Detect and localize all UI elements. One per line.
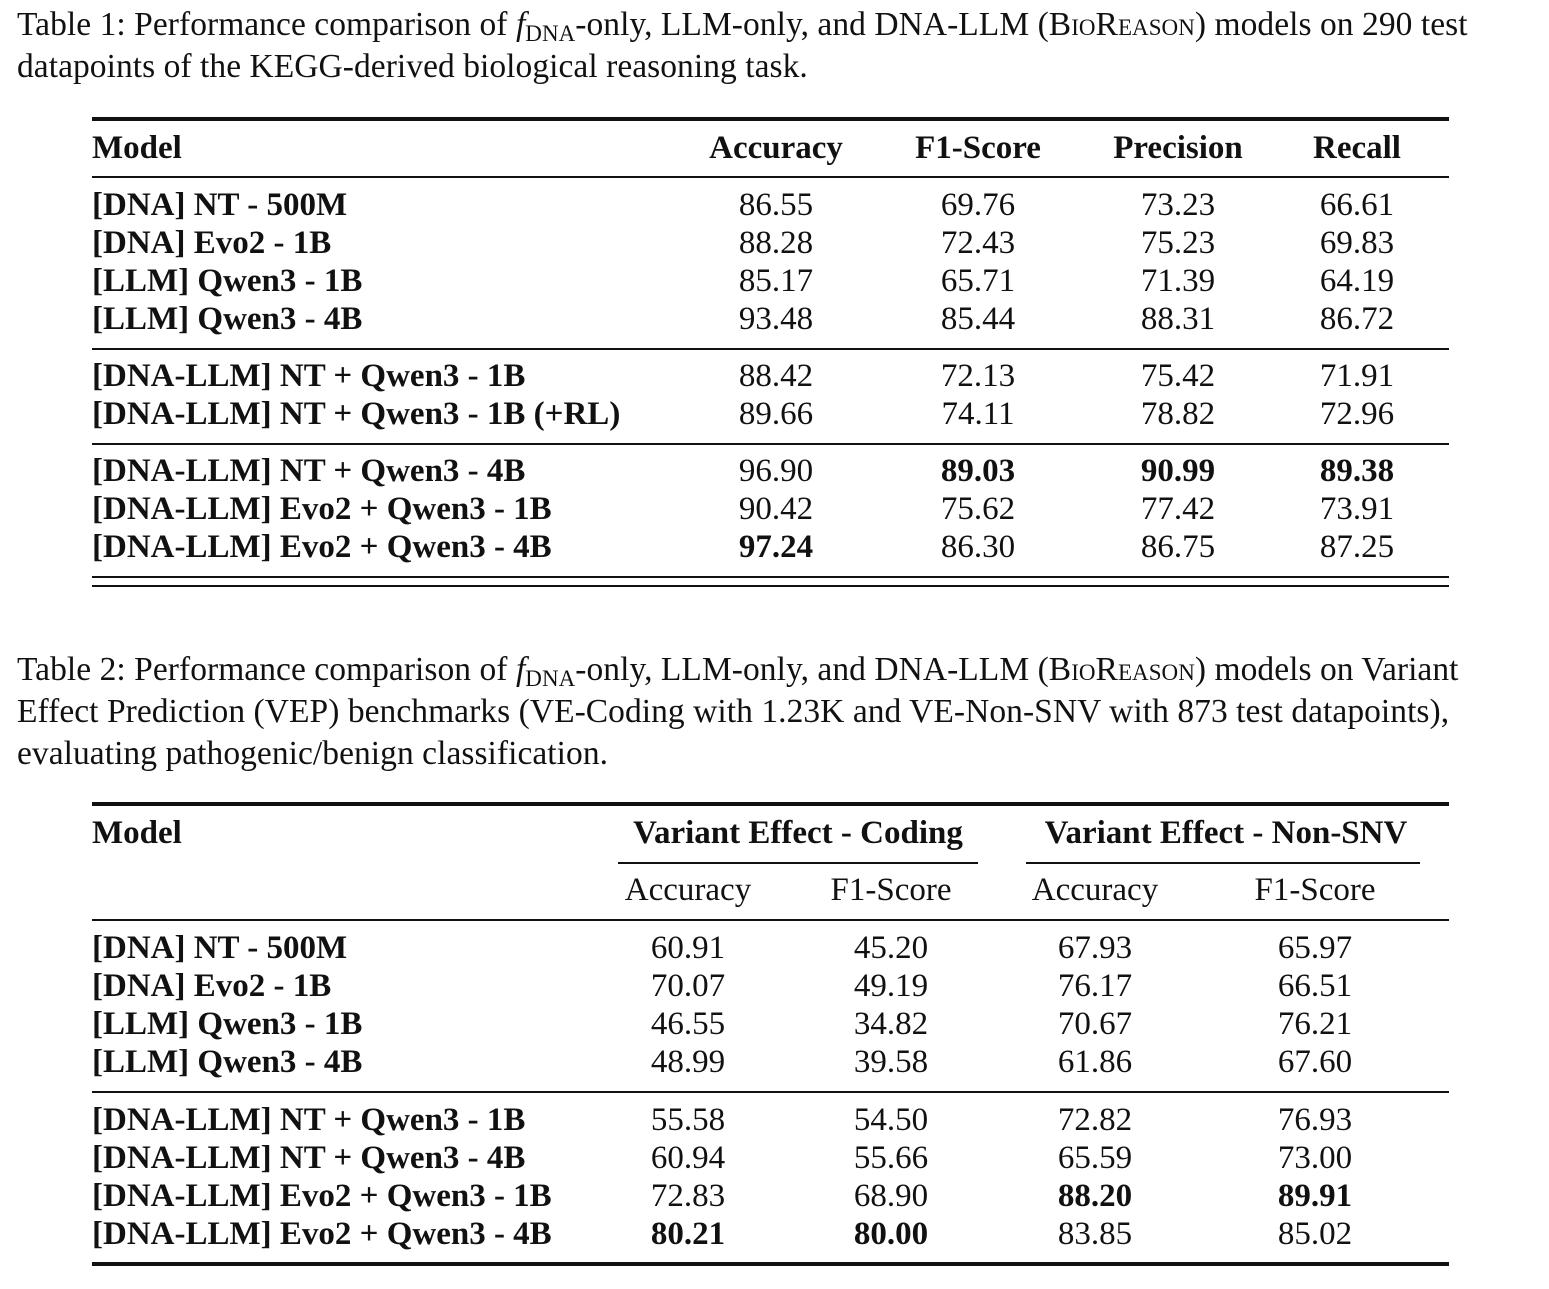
- table-cell-value: 72.43: [940, 225, 1016, 261]
- caption-text: -only, LLM-only, and DNA-LLM (: [575, 6, 1049, 43]
- table-cell-value: 85.17: [738, 263, 814, 299]
- f-dna-symbol: $f_{DNA}$: [515, 6, 576, 46]
- table-cell-value: 66.61: [1319, 187, 1395, 223]
- table-row-model: [DNA-LLM] Evo2 + Qwen3 - 4B: [92, 1216, 552, 1252]
- table-cell-value: 70.67: [1057, 1006, 1133, 1042]
- column-header: Precision: [1113, 130, 1243, 166]
- table-row-model: [LLM] Qwen3 - 4B: [92, 301, 363, 337]
- table-cell-value: 60.91: [650, 930, 726, 966]
- f-dna-symbol: $f_{DNA}$: [515, 651, 576, 691]
- table-cell-value: 34.82: [853, 1006, 929, 1042]
- table-cell-value: 67.93: [1057, 930, 1133, 966]
- table-cell-value: 76.93: [1277, 1102, 1353, 1138]
- table-cell-value: 76.17: [1057, 968, 1133, 1004]
- table-cell-value: 69.76: [940, 187, 1016, 223]
- caption-text: ) models on Variant Effect Prediction (VEP) benchmarks (VE-Coding with 1.23K and VE-Non-SNV with 873 test datapoints), evaluating pathogenic/benign classification.: [17, 651, 1459, 772]
- table-cell-value: 65.71: [940, 263, 1016, 299]
- table-cell-value: 80.00: [853, 1216, 929, 1252]
- table-cell-value: 88.42: [738, 358, 814, 394]
- table-cell-value: 55.58: [650, 1102, 726, 1138]
- group-header-rule: [618, 862, 978, 864]
- sub-header: Accuracy: [1031, 872, 1159, 908]
- table-cell-value: 64.19: [1319, 263, 1395, 299]
- top-rule: [92, 802, 1449, 806]
- table-cell-value: 60.94: [650, 1140, 726, 1176]
- table-cell-value: 68.90: [853, 1178, 929, 1214]
- column-header: F1-Score: [915, 130, 1041, 166]
- table-cell-value: 88.20: [1057, 1178, 1133, 1214]
- caption-text: Table 2: Performance comparison of: [17, 651, 516, 688]
- table-row-model: [LLM] Qwen3 - 1B: [92, 1006, 363, 1042]
- bottom-rule: [92, 585, 1449, 587]
- table-cell-value: 97.24: [738, 529, 814, 565]
- mid-rule: [92, 176, 1449, 178]
- table-row-model: [DNA-LLM] NT + Qwen3 - 1B: [92, 1102, 526, 1138]
- table-cell-value: 75.42: [1140, 358, 1216, 394]
- table-row-model: [DNA-LLM] NT + Qwen3 - 4B: [92, 1140, 526, 1176]
- table-row-model: [LLM] Qwen3 - 1B: [92, 263, 363, 299]
- table-cell-value: 67.60: [1277, 1044, 1353, 1080]
- table-cell-value: 90.42: [738, 491, 814, 527]
- table-row-model: [DNA-LLM] Evo2 + Qwen3 - 1B: [92, 1178, 552, 1214]
- table-cell-value: 87.25: [1319, 529, 1395, 565]
- table-cell-value: 90.99: [1140, 453, 1216, 489]
- table-cell-value: 85.02: [1277, 1216, 1353, 1252]
- table-row-model: [DNA] NT - 500M: [92, 187, 348, 223]
- caption-text: ) models on 290 test datapoints of the KEGG-derived biological reasoning task.: [17, 6, 1468, 85]
- group-rule: [92, 443, 1449, 445]
- table-cell-value: 83.85: [1057, 1216, 1133, 1252]
- table-cell-value: 75.23: [1140, 225, 1216, 261]
- column-header: Model: [92, 130, 182, 166]
- sub-header: Accuracy: [624, 872, 752, 908]
- table-cell-value: 80.21: [650, 1216, 726, 1252]
- group-rule: [92, 348, 1449, 350]
- table-cell-value: 86.30: [940, 529, 1016, 565]
- bioreason-name: BioReason: [1048, 651, 1195, 688]
- table-cell-value: 61.86: [1057, 1044, 1133, 1080]
- table-cell-value: 71.91: [1319, 358, 1395, 394]
- table-cell-value: 72.82: [1057, 1102, 1133, 1138]
- table-cell-value: 39.58: [853, 1044, 929, 1080]
- table-cell-value: 65.97: [1277, 930, 1353, 966]
- table-cell-value: 89.66: [738, 396, 814, 432]
- table-cell-value: 86.72: [1319, 301, 1395, 337]
- table-cell-value: 46.55: [650, 1006, 726, 1042]
- table-row-model: [DNA-LLM] NT + Qwen3 - 4B: [92, 453, 526, 489]
- bioreason-name: BioReason: [1048, 6, 1195, 43]
- table-cell-value: 85.44: [940, 301, 1016, 337]
- table-cell-value: 72.83: [650, 1178, 726, 1214]
- table-row-model: [DNA-LLM] NT + Qwen3 - 1B (+RL): [92, 396, 621, 432]
- bottom-rule: [92, 576, 1449, 578]
- table-cell-value: 72.96: [1319, 396, 1395, 432]
- table-cell-value: 88.31: [1140, 301, 1216, 337]
- table-cell-value: 86.55: [738, 187, 814, 223]
- table-cell-value: 73.91: [1319, 491, 1395, 527]
- table2-caption: [17, 649, 1532, 775]
- table-cell-value: 89.91: [1277, 1178, 1353, 1214]
- table-cell-value: 48.99: [650, 1044, 726, 1080]
- table-cell-value: 69.83: [1319, 225, 1395, 261]
- column-header: Model: [92, 815, 182, 851]
- table-cell-value: 75.62: [940, 491, 1016, 527]
- group-rule: [92, 1091, 1449, 1093]
- sub-header: F1-Score: [1254, 872, 1376, 908]
- top-rule: [92, 117, 1449, 121]
- sub-header: F1-Score: [830, 872, 952, 908]
- table-row-model: [DNA] Evo2 - 1B: [92, 225, 332, 261]
- column-header: Recall: [1313, 130, 1401, 166]
- table-cell-value: 54.50: [853, 1102, 929, 1138]
- table-cell-value: 55.66: [853, 1140, 929, 1176]
- table-cell-value: 78.82: [1140, 396, 1216, 432]
- table-cell-value: 73.00: [1277, 1140, 1353, 1176]
- table-cell-value: 76.21: [1277, 1006, 1353, 1042]
- table-cell-value: 73.23: [1140, 187, 1216, 223]
- table-cell-value: 89.03: [940, 453, 1016, 489]
- bottom-rule: [92, 1262, 1449, 1266]
- table-row-model: [DNA-LLM] Evo2 + Qwen3 - 1B: [92, 491, 552, 527]
- table-cell-value: 71.39: [1140, 263, 1216, 299]
- group-header: Variant Effect - Coding: [633, 815, 963, 851]
- table-cell-value: 49.19: [853, 968, 929, 1004]
- table-cell-value: 65.59: [1057, 1140, 1133, 1176]
- table-cell-value: 88.28: [738, 225, 814, 261]
- caption-text: Table 1: Performance comparison of: [17, 6, 516, 43]
- table-cell-value: 74.11: [941, 396, 1015, 432]
- group-header-rule: [1026, 862, 1420, 864]
- table-cell-value: 86.75: [1140, 529, 1216, 565]
- table-cell-value: 89.38: [1319, 453, 1395, 489]
- mid-rule: [92, 919, 1449, 921]
- table-row-model: [DNA-LLM] NT + Qwen3 - 1B: [92, 358, 526, 394]
- table-cell-value: 70.07: [650, 968, 726, 1004]
- table-cell-value: 45.20: [853, 930, 929, 966]
- table-cell-value: 66.51: [1277, 968, 1353, 1004]
- table-row-model: [LLM] Qwen3 - 4B: [92, 1044, 363, 1080]
- table-cell-value: 96.90: [738, 453, 814, 489]
- table-row-model: [DNA] NT - 500M: [92, 930, 348, 966]
- table-row-model: [DNA] Evo2 - 1B: [92, 968, 332, 1004]
- column-header: Accuracy: [709, 130, 843, 166]
- table1-caption: [17, 4, 1532, 88]
- group-header: Variant Effect - Non-SNV: [1044, 815, 1408, 851]
- table-cell-value: 77.42: [1140, 491, 1216, 527]
- caption-text: -only, LLM-only, and DNA-LLM (: [575, 651, 1049, 688]
- table-cell-value: 93.48: [738, 301, 814, 337]
- table-row-model: [DNA-LLM] Evo2 + Qwen3 - 4B: [92, 529, 552, 565]
- table-cell-value: 72.13: [940, 358, 1016, 394]
